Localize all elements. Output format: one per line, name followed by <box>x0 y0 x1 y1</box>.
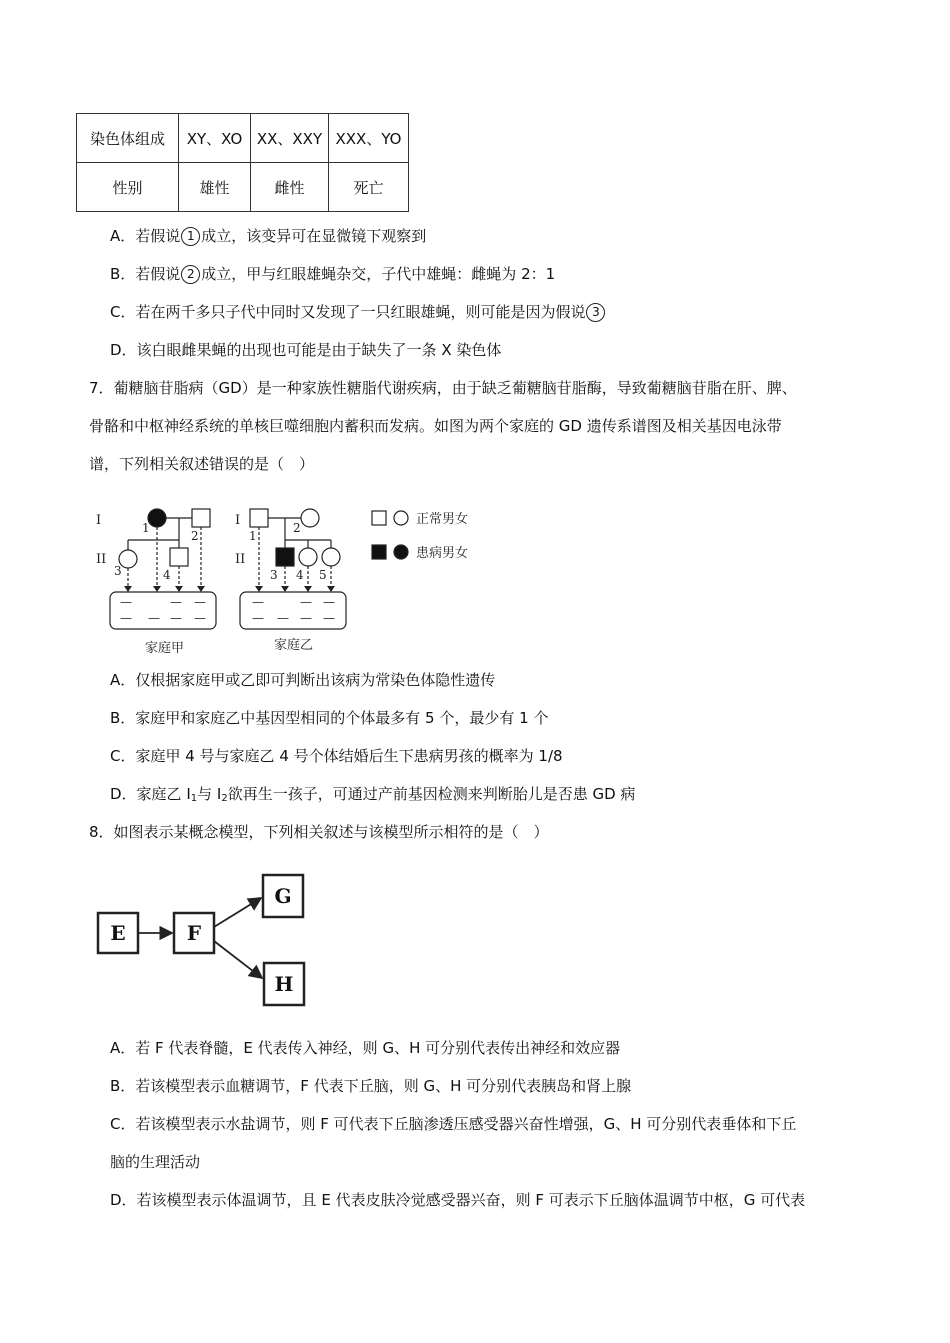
subscript: 2 <box>221 793 228 804</box>
normal-male-symbol <box>170 548 188 566</box>
q8-option-b: B．若该模型表示血糖调节，F 代表下丘脑，则 G、H 可分别代表胰岛和肾上腺 <box>110 1077 632 1095</box>
table-cell: XY、XO <box>179 114 251 163</box>
family-label: 家庭甲 <box>145 641 185 656</box>
option-text: C．若在两千多只子代中同时又发现了一只红眼雄蝇，则可能是因为假说 <box>110 303 586 321</box>
node-g-label: G <box>274 884 292 908</box>
table-row <box>77 163 409 212</box>
option-text: 与 Ⅰ <box>197 785 222 803</box>
generation-label: I <box>235 513 241 528</box>
option-text: D．家庭乙 I <box>110 785 191 803</box>
node-f-label: F <box>186 921 202 945</box>
circled-number: 1 <box>181 227 200 246</box>
legend-label: 正常男女 <box>416 512 469 527</box>
legend-affected-female-icon <box>394 545 408 559</box>
node-e-label: E <box>110 921 126 945</box>
normal-female-symbol <box>119 550 137 568</box>
option-text: A．若假说 <box>110 227 181 245</box>
q7-option-a: A．仅根据家庭甲或乙即可判断出该病为常染色体隐性遗传 <box>110 671 496 689</box>
band-mark: — <box>252 595 264 609</box>
band-mark: — <box>323 611 335 625</box>
table-cell: 死亡 <box>329 163 409 212</box>
individual-number: 3 <box>114 564 122 578</box>
normal-female-symbol <box>322 548 340 566</box>
q8-option-c: C．若该模型表示水盐调节，则 F 可代表下丘脑渗透压感受器兴奋性增强，G、H 可分别代表垂体和下丘 <box>110 1115 797 1133</box>
concept-model-diagram <box>90 865 320 1015</box>
family-label: 家庭乙 <box>274 638 314 653</box>
legend-affected-male-icon <box>372 545 386 559</box>
q8-option-d: D．若该模型表示体温调节，且 E 代表皮肤冷觉感受器兴奋，则 F 可表示下丘脑体温调节中枢，G 可代表 <box>110 1191 806 1209</box>
node-h-label: H <box>274 972 294 996</box>
table-cell: 性别 <box>77 163 179 212</box>
normal-female-symbol <box>299 548 317 566</box>
arrow-f-h <box>214 941 262 978</box>
table-row <box>77 114 409 163</box>
pedigree-figure <box>90 500 510 665</box>
q6-option-c <box>110 302 606 322</box>
table-cell: XXX、YO <box>329 114 409 163</box>
q7-stem-line: 骨骼和中枢神经系统的单核巨噬细胞内蓄积而发病。如图为两个家庭的 GD 遗传系谱图及相关基因电泳带 <box>89 417 782 435</box>
normal-male-symbol <box>192 509 210 527</box>
q6-option-a <box>110 226 426 246</box>
legend-normal-female-icon <box>394 511 408 525</box>
individual-number: 5 <box>319 568 327 582</box>
band-mark: — <box>148 611 160 625</box>
band-mark: — <box>120 611 132 625</box>
table-cell: 染色体组成 <box>77 114 179 163</box>
band-mark: — <box>194 611 206 625</box>
generation-label: II <box>235 552 246 567</box>
circled-number: 3 <box>586 303 605 322</box>
band-mark: — <box>252 611 264 625</box>
q6-option-b <box>110 264 555 284</box>
option-text: 成立，甲与红眼雄蝇杂交，子代中雄蝇：雌蝇为 2：1 <box>201 265 556 283</box>
q7-option-d <box>110 784 635 809</box>
normal-female-symbol <box>301 509 319 527</box>
affected-female-symbol <box>148 509 166 527</box>
chromosome-table <box>76 113 409 212</box>
band-mark: — <box>194 595 206 609</box>
subscript: 1 <box>190 793 198 804</box>
table-cell: XX、XXY <box>251 114 329 163</box>
q7-stem-line: 谱，下列相关叙述错误的是（ ） <box>89 455 315 473</box>
band-mark: — <box>300 611 312 625</box>
band-mark: — <box>170 595 182 609</box>
individual-number: 2 <box>293 521 301 535</box>
legend-label: 患病男女 <box>416 546 469 561</box>
q8-option-c-cont: 脑的生理活动 <box>110 1153 201 1171</box>
option-text: B．若假说 <box>110 265 181 283</box>
band-mark: — <box>300 595 312 609</box>
legend-normal-male-icon <box>372 511 386 525</box>
q6-option-d: D．该白眼雌果蝇的出现也可能是由于缺失了一条 X 染色体 <box>110 341 502 359</box>
affected-male-symbol <box>276 548 294 566</box>
individual-number: 4 <box>163 568 171 582</box>
individual-number: 1 <box>142 521 150 535</box>
individual-number: 4 <box>296 568 304 582</box>
option-text: 成立，该变异可在显微镜下观察到 <box>201 227 427 245</box>
table-cell: 雌性 <box>251 163 329 212</box>
option-text: 欲再生一孩子，可通过产前基因检测来判断胎儿是否患 GD 病 <box>227 785 636 803</box>
table-cell: 雄性 <box>179 163 251 212</box>
band-mark: — <box>120 595 132 609</box>
individual-number: 3 <box>270 568 278 582</box>
q8-option-a: A．若 F 代表脊髓，E 代表传入神经，则 G、H 可分别代表传出神经和效应器 <box>110 1039 621 1057</box>
band-mark: — <box>277 611 289 625</box>
band-mark: — <box>170 611 182 625</box>
individual-number: 2 <box>191 529 199 543</box>
q7-stem-line: 7．葡糖脑苷脂病（GD）是一种家族性糖脂代谢疾病，由于缺乏葡糖脑苷脂酶，导致葡糖脑苷脂在肝、脾、 <box>89 379 797 397</box>
q8-stem: 8．如图表示某概念模型，下列相关叙述与该模型所示相符的是（ ） <box>89 823 549 841</box>
band-mark: — <box>323 595 335 609</box>
generation-label: I <box>96 513 102 528</box>
circled-number: 2 <box>181 265 200 284</box>
individual-number: 1 <box>249 529 257 543</box>
q7-option-c: C．家庭甲 4 号与家庭乙 4 号个体结婚后生下患病男孩的概率为 1/8 <box>110 747 563 765</box>
generation-label: II <box>96 552 107 567</box>
q7-option-b: B．家庭甲和家庭乙中基因型相同的个体最多有 5 个，最少有 1 个 <box>110 709 549 727</box>
normal-male-symbol <box>250 509 268 527</box>
arrow-f-g <box>214 898 261 927</box>
